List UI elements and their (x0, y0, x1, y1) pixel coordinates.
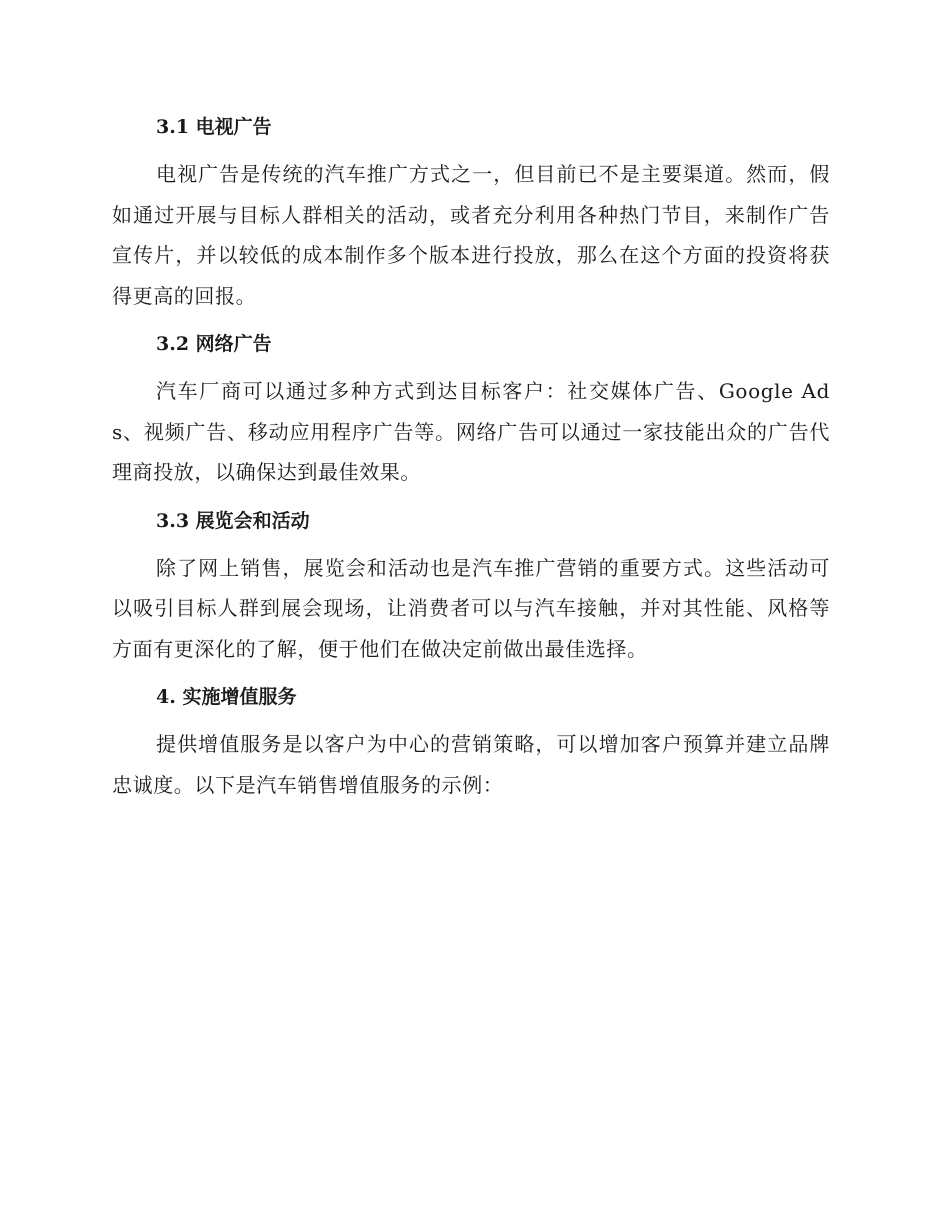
section-paragraph: 除了网上销售，展览会和活动也是汽车推广营销的重要方式。这些活动可以吸引目标人群到展会现场，让消费者可以与汽车接触，并对其性能、风格等方面有更深化的了解，便于他们在做决定前做出最佳选择。 (112, 555, 830, 661)
section-exhibitions (112, 506, 830, 670)
document-body (112, 112, 830, 818)
section-paragraph: 汽车厂商可以通过多种方式到达目标客户：社交媒体广告、Google Ads、视频广告、移动应用程序广告等。网络广告可以通过一家技能出众的广告代理商投放，以确保达到最佳效果。 (112, 379, 830, 484)
section-paragraph: 提供增值服务是以客户为中心的营销策略，可以增加客户预算并建立品牌忠诚度。以下是汽车销售增值服务的示例： (112, 732, 830, 797)
section-heading: 4. 实施增值服务 (156, 686, 297, 708)
section-value-added-services (112, 682, 830, 805)
section-heading: 3.1 电视广告 (156, 116, 272, 138)
section-online-ads (112, 329, 830, 493)
section-paragraph: 电视广告是传统的汽车推广方式之一，但目前已不是主要渠道。然而，假如通过开展与目标人群相关的活动，或者充分利用各种热门节目，来制作广告宣传片，并以较低的成本制作多个版本进行投放，那么在这个方面的投资将获得更高的回报。 (112, 162, 830, 308)
section-tv-ads (112, 112, 830, 316)
section-heading: 3.2 网络广告 (156, 333, 272, 355)
section-heading: 3.3 展览会和活动 (156, 509, 310, 532)
